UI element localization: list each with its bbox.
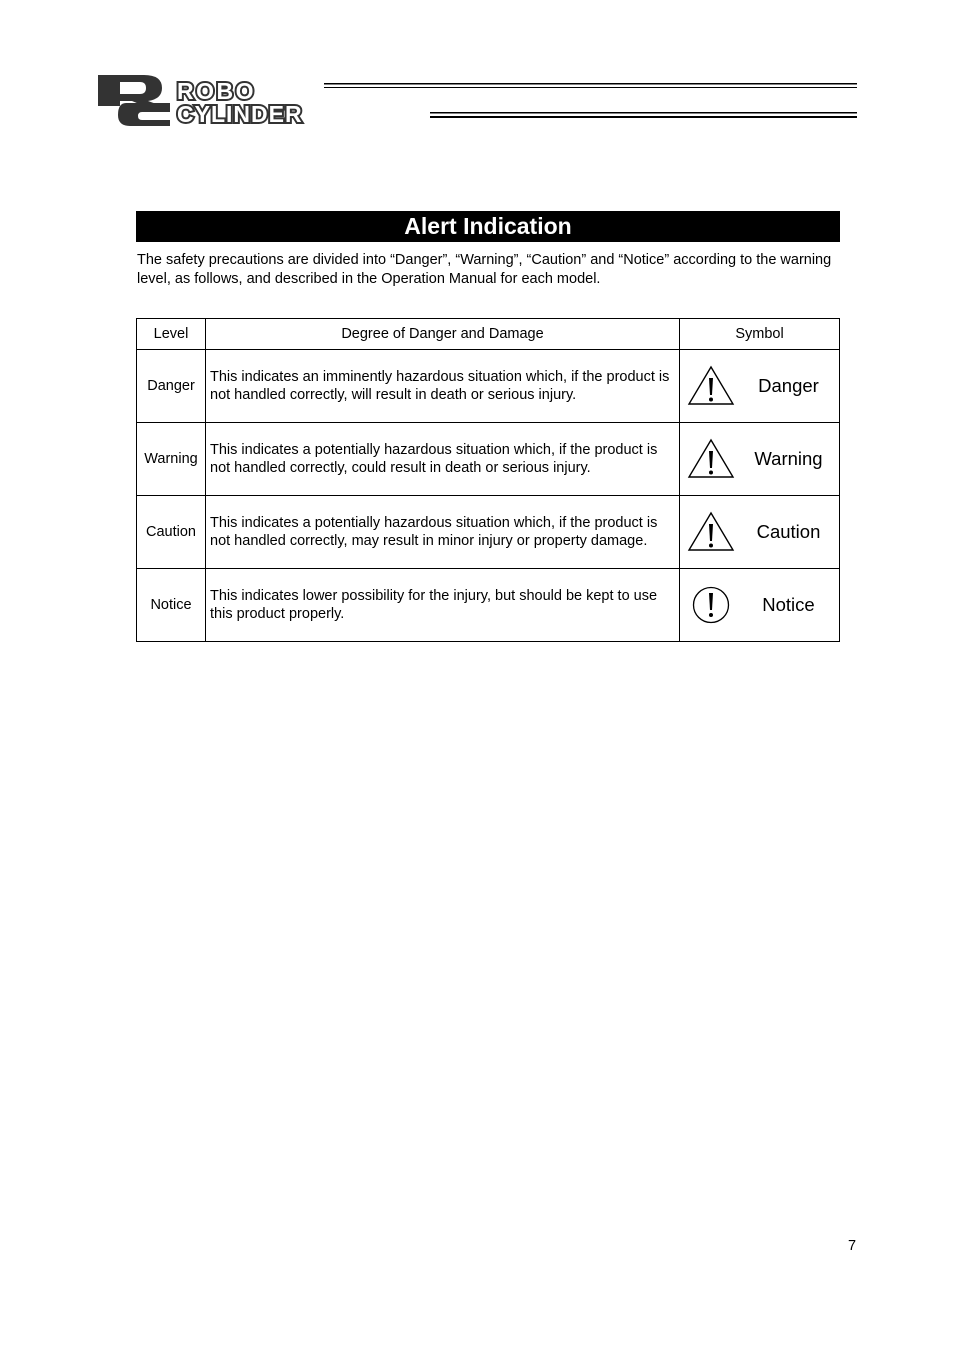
symbol-cell: [680, 496, 840, 569]
symbol-label: Caution: [756, 521, 821, 542]
symbol-label: Danger: [758, 375, 819, 396]
description-cell: This indicates a potentially hazardous situation which, if the product is not handled correctly, may result in minor injury or property damage.: [206, 496, 680, 569]
table-header-row: [137, 319, 840, 350]
warning-triangle-icon: [687, 438, 735, 480]
section-title: Alert Indication: [136, 211, 840, 242]
exclamation-circle-icon: [691, 585, 731, 625]
description-cell: This indicates a potentially hazardous situation which, if the product is not handled correctly, could result in death or serious injury.: [206, 423, 680, 496]
table-row: [137, 496, 840, 569]
alert-table: [136, 318, 840, 642]
level-cell: Caution: [137, 496, 206, 569]
symbol-cell: [680, 350, 840, 423]
description-cell: This indicates an imminently hazardous situation which, if the product is not handled correctly, will result in death or serious injury.: [206, 350, 680, 423]
description-cell: This indicates lower possibility for the injury, but should be kept to use this product properly.: [206, 569, 680, 642]
logo-text-cylinder: CYLINDER: [177, 101, 303, 127]
logo-text-robo: ROBO: [177, 78, 256, 104]
level-cell: Warning: [137, 423, 206, 496]
level-cell: Notice: [137, 569, 206, 642]
table-row: [137, 350, 840, 423]
header-level: Level: [137, 319, 206, 350]
intro-paragraph: The safety precautions are divided into “Danger”, “Warning”, “Caution” and “Notice” according to the warning level, as follows, and described in the Operation Manual for each model.: [137, 252, 832, 287]
page-number: 7: [847, 1238, 857, 1254]
rc-monogram-icon: [98, 75, 170, 126]
warning-triangle-icon: [687, 511, 735, 553]
symbol-cell: [680, 569, 840, 642]
table-row: [137, 569, 840, 642]
robo-cylinder-logo: [96, 72, 858, 128]
symbol-cell: [680, 423, 840, 496]
header-degree: Degree of Danger and Damage: [206, 319, 680, 350]
symbol-label: Warning: [754, 448, 823, 469]
header-symbol: Symbol: [680, 319, 840, 350]
symbol-label: Notice: [762, 594, 815, 615]
table-row: [137, 423, 840, 496]
warning-triangle-icon: [687, 365, 735, 407]
level-cell: Danger: [137, 350, 206, 423]
